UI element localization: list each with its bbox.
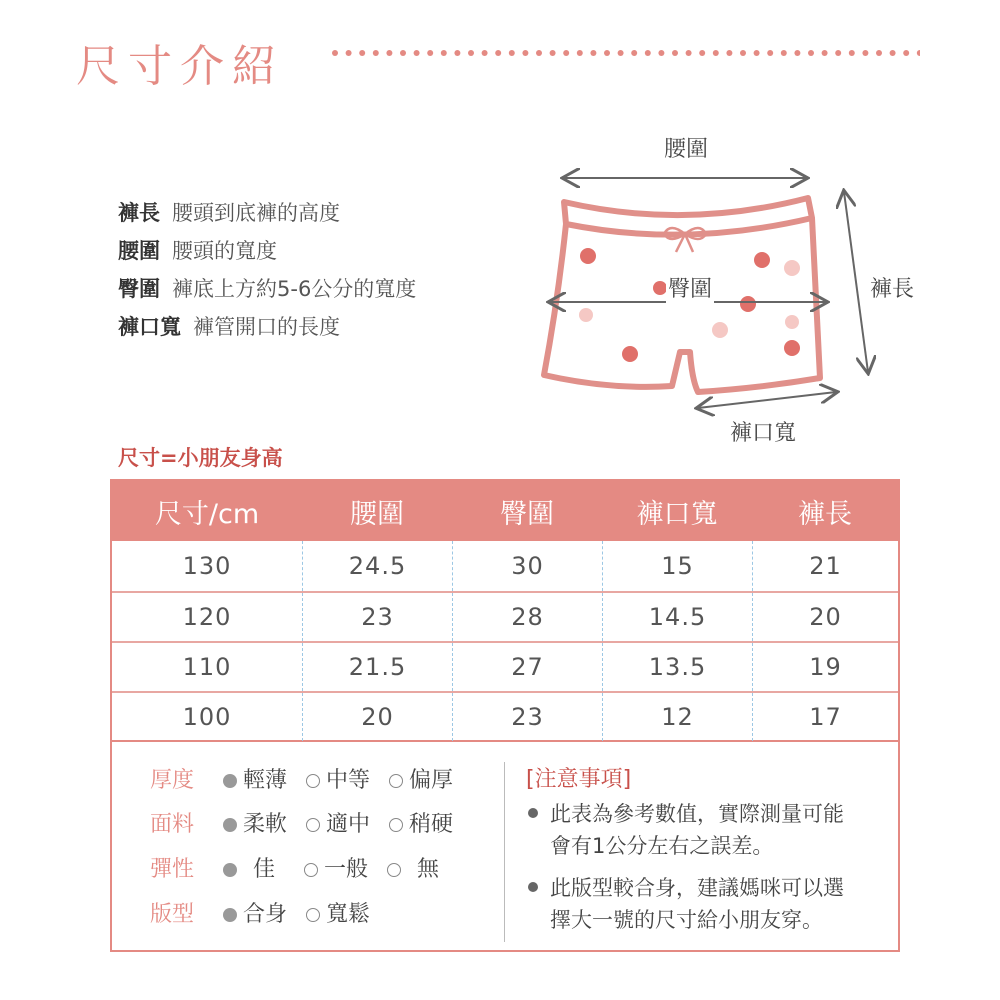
title-dot xyxy=(917,50,920,56)
title-dot xyxy=(414,50,420,56)
table-cell: 27 xyxy=(452,643,602,691)
title-dot xyxy=(577,50,583,56)
table-cell: 17 xyxy=(752,693,898,741)
option-text: 中等 xyxy=(326,768,371,793)
definition-term: 臀圍 xyxy=(118,277,160,301)
filled-circle-icon xyxy=(223,908,237,922)
table-cell: 24.5 xyxy=(302,541,452,591)
title-dot xyxy=(835,50,841,56)
note-item xyxy=(528,872,898,936)
table-cell: 20 xyxy=(752,593,898,641)
option-text: 適中 xyxy=(326,812,371,837)
table-cell: 13.5 xyxy=(602,643,752,691)
title-dot xyxy=(849,50,855,56)
property-option xyxy=(306,766,370,796)
property-option xyxy=(223,900,287,930)
title-dot xyxy=(495,50,501,56)
note-text: 此版型較合身，建議媽咪可以選 xyxy=(550,876,844,900)
title-dot xyxy=(754,50,760,56)
table-row xyxy=(112,591,898,641)
definition-term: 褲長 xyxy=(118,201,160,225)
table-cell: 23 xyxy=(302,593,452,641)
table-cell: 21.5 xyxy=(302,643,452,691)
property-thickness xyxy=(150,766,465,796)
property-option xyxy=(306,900,370,930)
option-text: 一般 xyxy=(324,857,369,882)
definition-desc: 腰頭的寬度 xyxy=(172,239,277,263)
title-dot xyxy=(346,50,352,56)
property-label: 厚度 xyxy=(150,768,195,793)
property-option xyxy=(387,855,439,885)
property-option xyxy=(223,855,275,885)
table-cell: 15 xyxy=(602,541,752,591)
property-label: 面料 xyxy=(150,812,195,837)
title-dot xyxy=(890,50,896,56)
definition-desc: 褲底上方約5-6公分的寬度 xyxy=(172,277,417,301)
shorts-body-outline xyxy=(544,218,820,392)
empty-circle-icon xyxy=(306,908,320,922)
title-dot xyxy=(672,50,678,56)
note-text: 擇大一號的尺寸給小朋友穿。 xyxy=(550,908,823,932)
filled-circle-icon xyxy=(223,863,237,877)
title-dot xyxy=(658,50,664,56)
filled-circle-icon xyxy=(223,818,237,832)
table-cell: 19 xyxy=(752,643,898,691)
title-dot xyxy=(686,50,692,56)
definition-term: 褲口寬 xyxy=(118,315,181,339)
title-dot xyxy=(876,50,882,56)
property-option xyxy=(389,810,453,840)
waistband-outline xyxy=(564,198,812,235)
title-dot xyxy=(332,50,338,56)
table-cell: 12 xyxy=(602,693,752,741)
property-fit xyxy=(150,900,382,930)
properties-divider xyxy=(504,762,505,942)
table-cell: 14.5 xyxy=(602,593,752,641)
table-cell: 30 xyxy=(452,541,602,591)
column-header: 褲口寬 xyxy=(636,498,718,530)
polka-dot xyxy=(784,260,800,276)
note-item xyxy=(528,798,898,862)
waist-label: 腰圍 xyxy=(664,137,709,162)
property-option xyxy=(223,766,287,796)
column-header: 尺寸/cm xyxy=(154,498,260,530)
option-text: 柔軟 xyxy=(243,812,288,837)
size-note: 尺寸=小朋友身高 xyxy=(118,446,283,470)
table-cell: 28 xyxy=(452,593,602,641)
option-text: 輕薄 xyxy=(243,768,288,793)
option-text: 佳 xyxy=(253,857,276,882)
polka-dot xyxy=(754,252,770,268)
size-table xyxy=(110,479,900,742)
title-dot xyxy=(713,50,719,56)
length-arrow xyxy=(844,192,868,372)
title-dot xyxy=(808,50,814,56)
property-fabric xyxy=(150,810,465,840)
polka-dot xyxy=(784,340,800,356)
empty-circle-icon xyxy=(389,774,403,788)
property-option xyxy=(389,766,453,796)
table-cell: 120 xyxy=(182,603,232,631)
note-text: 此表為參考數值，實際測量可能 xyxy=(550,802,844,826)
title-dot xyxy=(794,50,800,56)
title-dot xyxy=(618,50,624,56)
table-cell: 100 xyxy=(182,703,232,731)
polka-dot xyxy=(740,296,756,312)
definition-item xyxy=(118,236,416,274)
title-dot xyxy=(522,50,528,56)
note-text: 會有1公分左右之誤差。 xyxy=(550,834,774,858)
notes-title: [注意事項] xyxy=(526,767,632,792)
definition-item xyxy=(118,198,416,236)
property-option xyxy=(304,855,368,885)
title-dot xyxy=(386,50,392,56)
title-dot xyxy=(400,50,406,56)
leg-opening-arrow xyxy=(698,392,836,408)
polka-dot xyxy=(785,315,799,329)
title-dot xyxy=(373,50,379,56)
title-dot xyxy=(645,50,651,56)
title-dot xyxy=(781,50,787,56)
definition-item xyxy=(118,274,416,312)
page-title: 尺寸介紹 xyxy=(76,41,284,92)
column-header: 臀圍 xyxy=(500,498,554,530)
option-text: 稍硬 xyxy=(409,812,454,837)
title-dot xyxy=(740,50,746,56)
polka-dot xyxy=(579,308,593,322)
hip-label: 臀圍 xyxy=(666,272,714,303)
table-cell: 23 xyxy=(452,693,602,741)
polka-dot xyxy=(580,248,596,264)
title-dot xyxy=(359,50,365,56)
option-text: 寬鬆 xyxy=(326,902,371,927)
title-dot xyxy=(454,50,460,56)
title-dot xyxy=(767,50,773,56)
table-row xyxy=(112,541,898,591)
title-dot xyxy=(468,50,474,56)
title-dot xyxy=(726,50,732,56)
bullet-icon xyxy=(528,808,538,818)
title-dot xyxy=(441,50,447,56)
title-dot xyxy=(862,50,868,56)
property-label: 版型 xyxy=(150,902,195,927)
definition-desc: 腰頭到底褲的高度 xyxy=(172,201,340,225)
definition-list xyxy=(118,198,416,350)
polka-dot xyxy=(622,346,638,362)
polka-dot xyxy=(712,322,728,338)
property-label: 彈性 xyxy=(150,857,195,882)
table-cell: 130 xyxy=(182,552,232,580)
property-option xyxy=(223,810,287,840)
empty-circle-icon xyxy=(389,818,403,832)
title-dot xyxy=(427,50,433,56)
filled-circle-icon xyxy=(223,774,237,788)
property-option xyxy=(306,810,370,840)
title-dot xyxy=(903,50,909,56)
table-row xyxy=(112,641,898,691)
table-cell: 20 xyxy=(302,693,452,741)
title-dot xyxy=(536,50,542,56)
title-dotted-line xyxy=(330,48,920,58)
empty-circle-icon xyxy=(306,774,320,788)
title-dot xyxy=(699,50,705,56)
definition-desc: 褲管開口的長度 xyxy=(193,315,340,339)
empty-circle-icon xyxy=(304,863,318,877)
table-cell: 110 xyxy=(182,653,232,681)
definition-item xyxy=(118,312,416,350)
title-dot xyxy=(509,50,515,56)
table-row xyxy=(112,691,898,741)
table-header xyxy=(112,481,898,541)
title-dot xyxy=(563,50,569,56)
empty-circle-icon xyxy=(387,863,401,877)
empty-circle-icon xyxy=(306,818,320,832)
polka-dot xyxy=(653,281,667,295)
title-dot xyxy=(822,50,828,56)
property-elasticity xyxy=(150,855,451,885)
length-label: 褲長 xyxy=(870,277,915,302)
column-header: 腰圍 xyxy=(350,498,404,530)
shorts-diagram xyxy=(530,130,950,450)
definition-term: 腰圍 xyxy=(118,239,160,263)
title-dot xyxy=(631,50,637,56)
option-text: 合身 xyxy=(243,902,288,927)
title-dot xyxy=(550,50,556,56)
bullet-icon xyxy=(528,882,538,892)
table-cell: 21 xyxy=(752,541,898,591)
column-header: 褲長 xyxy=(798,498,852,530)
option-text: 偏厚 xyxy=(409,768,454,793)
leg-opening-label: 褲口寬 xyxy=(730,421,797,446)
option-text: 無 xyxy=(417,857,440,882)
title-dot xyxy=(482,50,488,56)
title-dot xyxy=(590,50,596,56)
title-dot xyxy=(604,50,610,56)
